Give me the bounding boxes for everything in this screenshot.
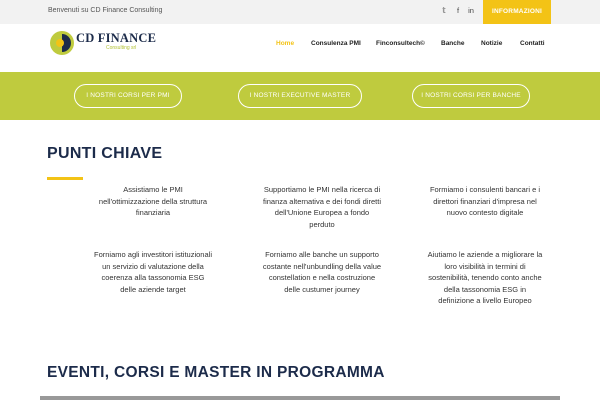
key-points-title: PUNTI CHIAVE: [47, 145, 163, 162]
twitter-icon[interactable]: 𝕥: [442, 6, 446, 15]
nav-home[interactable]: Home: [276, 40, 295, 47]
key-point: Aiutiamo le aziende a migliorare la loro visibilità in termini di sostenibilità, tenendo conto anche della tassonomia ESG in definizione a livello Europeo: [427, 250, 543, 305]
corsi-banche-button[interactable]: I NOSTRI CORSI PER BANCHE: [412, 84, 530, 108]
key-point: Forniamo agli investitori istituzionali un servizio di valutazione della coerenza alla tassonomia ESG delle aziende target: [94, 250, 212, 294]
key-point: Formiamo i consulenti bancari e i direttori finanziari d'impresa nel nuovo contesto digitale: [429, 185, 541, 217]
nav-finconsultech[interactable]: Finconsultech©: [376, 40, 425, 47]
nav-notizie[interactable]: Notizie: [481, 40, 503, 47]
nav-contatti[interactable]: Contatti: [520, 40, 545, 47]
key-point: Assistiamo le PMI nell'ottimizzazione della struttura finanziaria: [98, 185, 208, 217]
logo-name[interactable]: CD FINANCE: [76, 31, 157, 45]
facebook-icon[interactable]: f: [456, 6, 460, 15]
linkedin-icon[interactable]: in: [468, 6, 474, 15]
logo-icon[interactable]: [49, 30, 75, 56]
top-bar: [0, 0, 600, 24]
events-strip: [40, 396, 560, 400]
key-point: Supportiamo le PMI nella ricerca di finanza alternativa e dei fondi diretti dell'Unione Europea a fondo perduto: [263, 185, 381, 229]
header: [0, 24, 600, 72]
key-point: Forniamo alle banche un supporto costante nell'unbundling della value constellation e nella costruzione delle custumer journey: [262, 250, 382, 294]
nav-consulenza-pmi[interactable]: Consulenza PMI: [311, 40, 361, 47]
events-title: EVENTI, CORSI E MASTER IN PROGRAMMA: [47, 364, 385, 381]
executive-master-button[interactable]: I NOSTRI EXECUTIVE MASTER: [238, 84, 362, 108]
title-underline: [47, 177, 83, 180]
courses-band: [0, 72, 600, 120]
corsi-pmi-button[interactable]: I NOSTRI CORSI PER PMI: [74, 84, 182, 108]
welcome-text: Benvenuti su CD Finance Consulting: [48, 7, 163, 14]
info-button[interactable]: INFORMAZIONI: [483, 0, 551, 24]
nav-banche[interactable]: Banche: [441, 40, 465, 47]
logo-subtitle: Consulting srl: [106, 45, 137, 51]
